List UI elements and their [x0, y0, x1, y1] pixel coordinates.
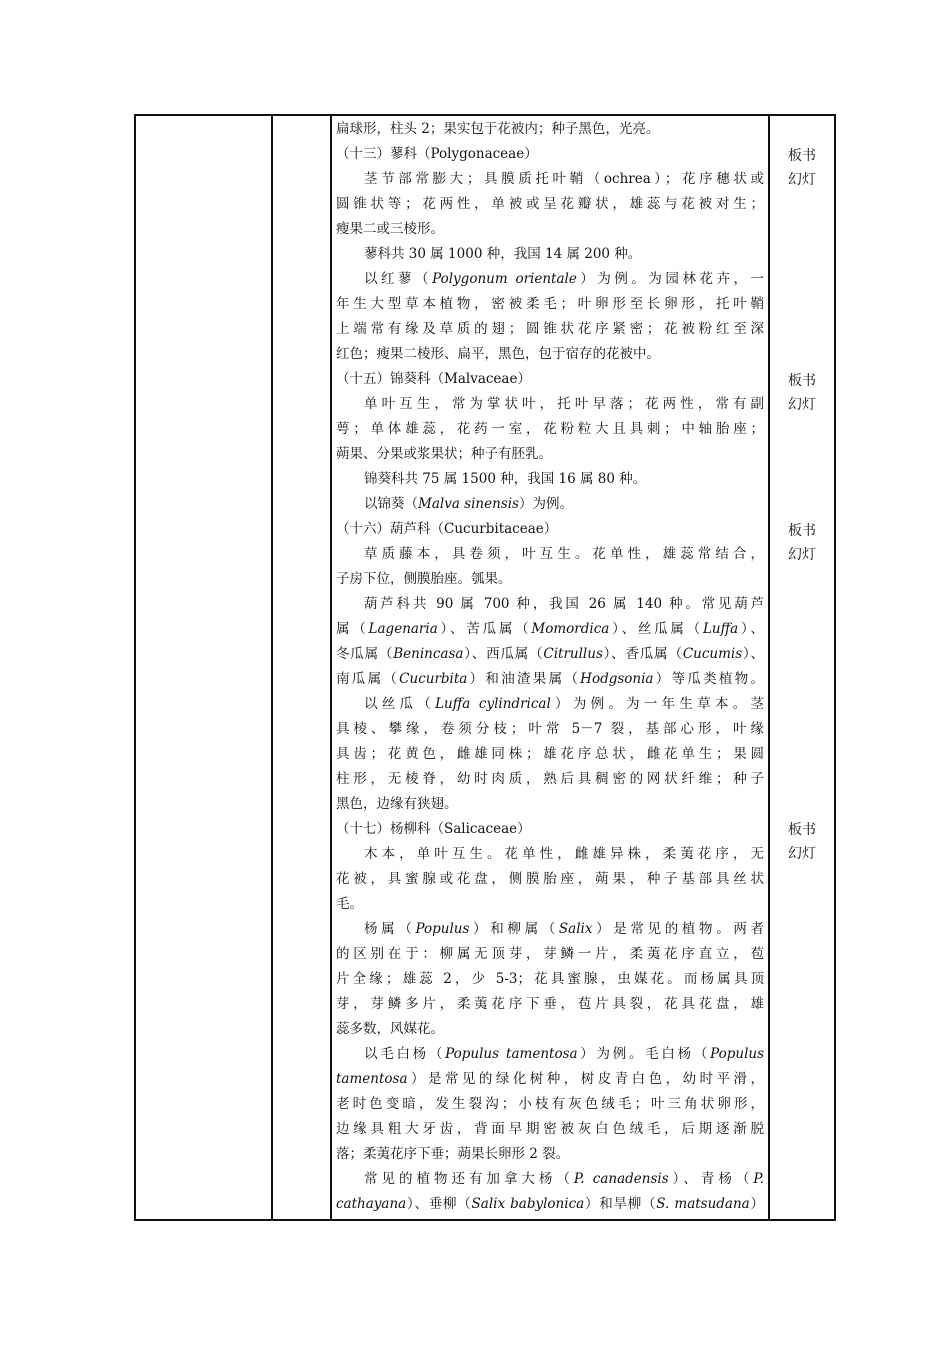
text-line [336, 743, 764, 766]
text-segment: ）是常见的植物。两者 [592, 921, 764, 937]
aid-slides: 幻灯 [788, 172, 816, 188]
text-segment: ）等瓜类植物。 [653, 671, 764, 687]
latin-name: Luffa [702, 621, 739, 637]
text-segment: 圆锥状等；花两性，单被或呈花瓣状，雄蕊与花被对生； [336, 196, 764, 212]
text-segment: ）、 [742, 646, 764, 662]
text-line [364, 1168, 764, 1191]
text-segment: ）为例。 [518, 496, 573, 512]
aid-board: 板书 [788, 373, 816, 389]
text-line [336, 318, 764, 341]
text-line [336, 343, 764, 366]
latin-name: Populus [710, 1046, 764, 1062]
latin-name: Malva sinensis [418, 496, 519, 512]
text-segment: 扁球形，柱头 2；果实包于花被内；种子黑色，光亮。 [336, 121, 660, 137]
text-segment: 边缘具粗大牙齿，背面早期密被灰白色绒毛，后期逐渐脱 [336, 1121, 764, 1137]
empty-column-1 [135, 115, 272, 1220]
text-segment: 以红蓼（ [364, 271, 433, 287]
text-line [336, 818, 764, 841]
latin-name: Citrullus [543, 646, 603, 662]
aid-slides: 幻灯 [788, 547, 816, 563]
text-segment: （十七）杨柳科（Salicaceae） [336, 821, 531, 837]
text-segment: 具棱、攀缘，卷须分枝；叶常 5－7 裂，基部心形，叶缘 [336, 721, 764, 737]
text-segment: 上端常有缘及草质的翅；圆锥状花序紧密；花被粉红至深 [336, 321, 764, 337]
text-segment: 瘦果二或三棱形。 [336, 221, 444, 237]
text-line [336, 568, 764, 591]
text-segment: 黑色，边缘有狭翅。 [336, 796, 458, 812]
latin-name: Salix [558, 921, 593, 937]
text-line [364, 268, 764, 291]
text-segment: ）和油渣果属（ [467, 671, 581, 687]
latin-name: P. canadensis [573, 1171, 669, 1187]
latin-name: Salix babylonica [471, 1196, 585, 1212]
text-line [336, 193, 764, 216]
text-line [336, 518, 764, 541]
text-segment: 毛。 [336, 896, 363, 912]
text-segment: 老时色变暗，发生裂沟；小枝有灰色绒毛；叶三角状卵形， [336, 1096, 764, 1112]
text-line [336, 993, 764, 1016]
text-segment: 属（ [336, 621, 369, 637]
text-line [336, 1193, 764, 1216]
text-segment: 单叶互生，常为掌状叶，托叶早落；花两性，常有副 [364, 396, 764, 412]
text-line [336, 943, 764, 966]
text-line [336, 718, 764, 741]
text-line [364, 493, 764, 516]
text-line [336, 1118, 764, 1141]
text-line [336, 868, 764, 891]
text-segment: 以丝瓜（ [364, 696, 436, 712]
text-segment: 草质藤本，具卷须，叶互生。花单性，雄蕊常结合， [364, 546, 764, 562]
aid-board: 板书 [788, 822, 816, 838]
text-segment: 花被，具蜜腺或花盘，侧膜胎座，蒴果，种子基部具丝状 [336, 871, 764, 887]
text-line [336, 118, 764, 141]
text-segment: ）和柳属（ [469, 921, 559, 937]
latin-name: Hodgsonia [580, 671, 654, 687]
latin-name: Luffa cylindrical [435, 696, 551, 712]
text-line [364, 693, 764, 716]
text-segment: 葫芦科共 90 属 700 种，我国 26 属 140 种。常见葫芦 [364, 596, 764, 612]
text-line [336, 1018, 764, 1041]
text-line [336, 368, 764, 391]
text-segment: 蕊多数，风媒花。 [336, 1021, 444, 1037]
text-segment: 冬瓜属（ [336, 646, 394, 662]
text-line [364, 168, 764, 191]
text-segment: 以锦葵（ [364, 496, 418, 512]
latin-name: Lagenaria [368, 621, 438, 637]
text-line [336, 143, 764, 166]
text-line [364, 543, 764, 566]
text-segment: 年生大型草本植物，密被柔毛；叶卵形至长卵形，托叶鞘 [336, 296, 764, 312]
text-line [336, 418, 764, 441]
teaching-aids-column [769, 115, 835, 1220]
lesson-plan-table [134, 114, 836, 1221]
text-segment: （十六）葫芦科（Cucurbitaceae） [336, 521, 558, 537]
text-line [336, 893, 764, 916]
text-segment: 落；柔荑花序下垂；蒴果长卵形 2 裂。 [336, 1146, 570, 1162]
text-segment: 萼；单体雄蕊，花药一室，花粉粒大且具刺；中轴胎座； [336, 421, 764, 437]
aid-board: 板书 [788, 523, 816, 539]
text-segment: ）为例。为园林花卉，一 [576, 271, 764, 287]
text-segment: ）、青杨（ [668, 1171, 754, 1187]
text-segment: 常见的植物还有加拿大杨（ [364, 1171, 574, 1187]
text-segment: 木本，单叶互生。花单性，雌雄异株，柔荑花序，无 [364, 846, 764, 862]
text-segment: 以毛白杨（ [364, 1046, 446, 1062]
aid-slides: 幻灯 [788, 397, 816, 413]
text-segment: 蒴果、分果或浆果状；种子有胚乳。 [336, 446, 552, 462]
empty-column-2 [272, 115, 331, 1220]
latin-name: Momordica [531, 621, 610, 637]
text-line [336, 668, 764, 691]
text-line [364, 843, 764, 866]
text-segment: ） [749, 1196, 764, 1212]
text-line [364, 918, 764, 941]
text-line [336, 768, 764, 791]
latin-name: Cucurbita [399, 671, 468, 687]
text-segment: ）是常见的绿化树种，树皮青白色，幼时平滑， [407, 1071, 764, 1087]
text-segment: ）为例。毛白杨（ [577, 1046, 711, 1062]
content-column [331, 115, 769, 1220]
text-segment: 具齿；花黄色，雌雄同株；雄花序总状，雌花单生；果圆 [336, 746, 764, 762]
text-line [364, 393, 764, 416]
text-segment: ）为例。为一年生草本。茎 [550, 696, 764, 712]
text-line [336, 293, 764, 316]
text-line [336, 968, 764, 991]
text-line [336, 793, 764, 816]
text-segment: 的区别在于：柳属无顶芽，芽鳞一片，柔荑花序直立，苞 [336, 946, 764, 962]
text-line [336, 1143, 764, 1166]
text-segment: 锦葵科共 75 属 1500 种，我国 16 属 80 种。 [364, 471, 647, 487]
latin-name: S. matsudana [656, 1196, 750, 1212]
text-segment: ）、西瓜属（ [463, 646, 544, 662]
text-segment: （十三）蓼科（Polygonaceae） [336, 146, 538, 162]
latin-name: P. [753, 1171, 764, 1187]
text-segment: 芽，芽鳞多片，柔荑花序下垂，苞片具裂，花具花盘，雄 [336, 996, 764, 1012]
text-line [364, 243, 764, 266]
latin-name: Benincasa [393, 646, 464, 662]
text-segment: ）、 [738, 621, 764, 637]
text-segment: ）、丝瓜属（ [609, 621, 703, 637]
text-line [364, 468, 764, 491]
latin-name: cathayana [336, 1196, 407, 1212]
text-line [336, 643, 764, 666]
text-segment: ）和旱柳（ [584, 1196, 657, 1212]
text-segment: 柱形，无棱脊，幼时肉质，熟后具稠密的网状纤维；种子 [336, 771, 764, 787]
text-line [336, 443, 764, 466]
aid-board: 板书 [788, 148, 816, 164]
text-line [336, 1068, 764, 1091]
text-segment: 子房下位，侧膜胎座。瓠果。 [336, 571, 512, 587]
latin-name: Cucumis [682, 646, 743, 662]
text-segment: ）、苦瓜属（ [437, 621, 532, 637]
content-body [332, 116, 768, 1219]
latin-name: tamentosa [336, 1071, 408, 1087]
text-line [364, 1043, 764, 1066]
latin-name: Populus [415, 921, 470, 937]
text-segment: 茎节部常膨大；具膜质托叶鞘（ochrea）；花序穗状或 [364, 171, 764, 187]
text-line [364, 593, 764, 616]
text-segment: 南瓜属（ [336, 671, 400, 687]
text-segment: 红色；瘦果二棱形、扁平，黑色，包于宿存的花被中。 [336, 346, 660, 362]
text-line [336, 618, 764, 641]
text-segment: ）、垂柳（ [406, 1196, 472, 1212]
text-line [336, 218, 764, 241]
aid-slides: 幻灯 [788, 846, 816, 862]
text-segment: ）、香瓜属（ [602, 646, 683, 662]
text-line [336, 1093, 764, 1116]
text-segment: 蓼科共 30 属 1000 种，我国 14 属 200 种。 [364, 246, 642, 262]
text-segment: （十五）锦葵科（Malvaceae） [336, 371, 531, 387]
latin-name: Populus tamentosa [445, 1046, 578, 1062]
text-segment: 片全缘；雄蕊 2，少 5-3；花具蜜腺，虫媒花。而杨属具顶 [336, 971, 764, 987]
latin-name: Polygonum orientale [432, 271, 577, 287]
text-segment: 杨属（ [364, 921, 416, 937]
